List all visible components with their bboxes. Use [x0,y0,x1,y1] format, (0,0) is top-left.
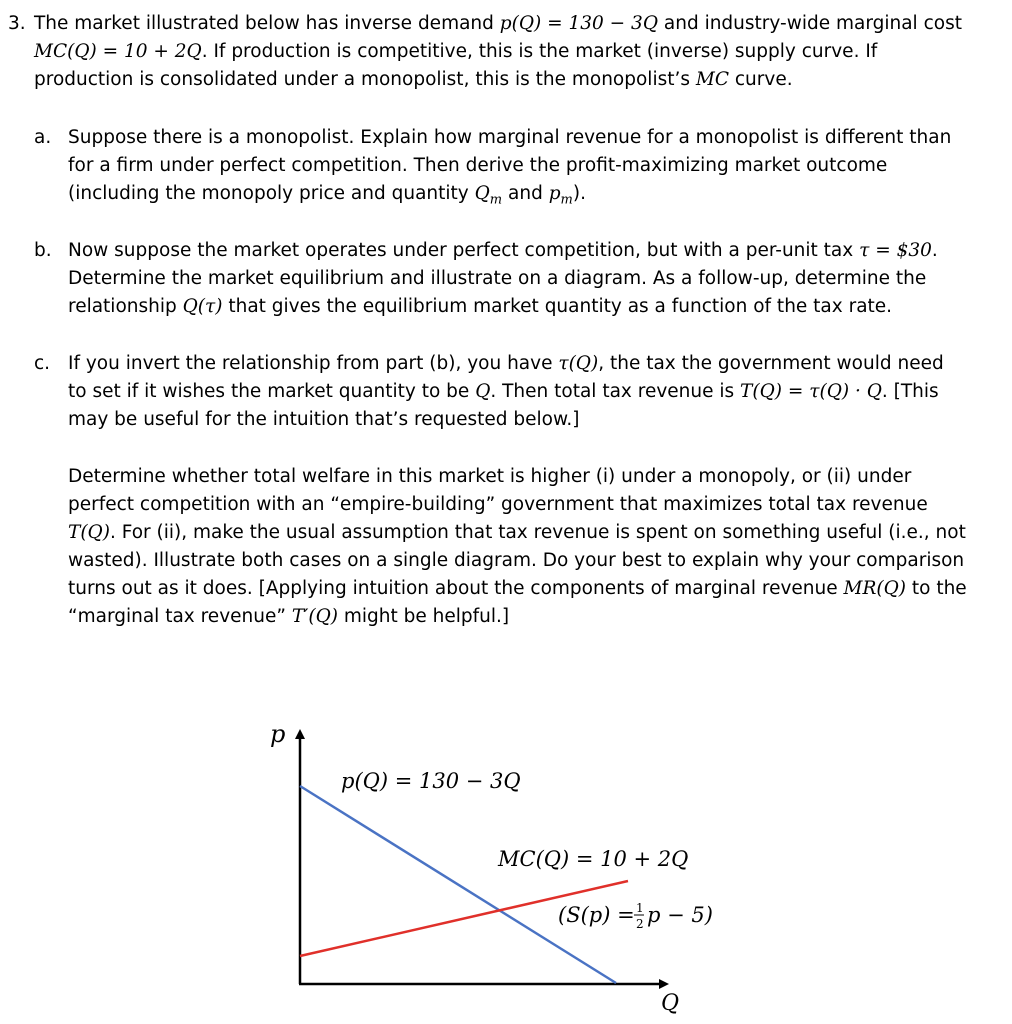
pm-symbol: p [548,183,561,204]
part-a-label: a. [34,127,52,148]
mr-of-q: MR(Q) [843,578,906,599]
part-c-text-1: If you invert the relationship from part (b), you have [68,353,559,374]
part-c-label: c. [34,353,51,374]
qm-subscript: m [489,192,503,208]
tax-equation: τ = $30 [859,240,932,261]
part-b-text-3: that gives the equilibrium market quantity as a function of the tax rate. [222,296,893,317]
part-a-text-3: ). [572,183,586,204]
tau-of-q: τ(Q) [558,353,599,374]
part-c-text-2: , the tax the government would need to set if it wishes the market quantity to be [68,353,944,402]
demand-label: p(Q) = 130 − 3Q [341,769,521,793]
part-b-text-2: . Determine the market equilibrium and illustrate on a diagram. As a follow-up, determine the relationship [68,240,938,317]
mc-equation: MC(Q) = 10 + 2Q [34,41,202,62]
q-symbol: Q [475,381,491,402]
demand-curve [300,786,616,983]
part-a-text-1: Suppose there is a monopolist. Explain how marginal revenue for a monopolist is different than for a firm under perfect competition. Then derive the profit-maximizing market outcome (including the monopoly price and quantity [68,127,952,204]
part-b-label: b. [34,240,52,261]
supply-frac-num: 1 [636,901,644,915]
problem-number: 3. [8,13,26,34]
intro-text-3: . If production is competitive, this is the market (inverse) supply curve. If production is consolidated under a monopolist, this is the monopolist’s [34,41,878,90]
supply-label [558,903,635,927]
demand-equation: p(Q) = 130 − 3Q [499,13,658,34]
intro-text-1: The market illustrated below has inverse demand [34,13,500,34]
y-axis-label: p [270,720,286,748]
supply-label-a: (S(p) = [558,903,635,927]
part-c-text-4: . [This may be useful for the intuition that’s requested below.] [68,381,939,430]
x-axis-label: Q [661,991,680,1016]
part-c-text-3: . Then total tax revenue is [490,381,741,402]
part-c2-text-3: to the “marginal tax revenue” [68,578,967,627]
intro-text-4: curve. [729,69,793,90]
q-of-tau: Q(τ) [182,296,223,317]
mc-symbol: MC [695,69,729,90]
part-b-text-1: Now suppose the market operates under perfect competition, but with a per-unit tax [68,240,860,261]
pm-subscript: m [560,192,573,208]
intro-text-2: and industry-wide marginal cost [658,13,962,34]
part-a-text-2: and [502,183,549,204]
supply-frac-den: 2 [636,917,644,931]
t-of-q: T(Q) [68,522,110,543]
qm-symbol: Q [474,183,490,204]
revenue-equation: T(Q) = τ(Q) · Q [740,381,882,402]
supply-label-b: p − 5) [647,903,713,927]
t-prime-of-q: T′(Q) [291,606,338,627]
part-c2-text-4: might be helpful.] [337,606,510,627]
part-c2-text-2: . For (ii), make the usual assumption that tax revenue is spent on something useful (i.e., not wasted). Illustrate both cases on a single diagram. Do your best to explain why your comparison turns out as it does. [Applying intuition about the components of marginal revenue [68,522,966,599]
mc-label: MC(Q) = 10 + 2Q [498,847,689,871]
part-c2-text-1: Determine whether total welfare in this market is higher (i) under a monopoly, or (ii) under perfect competition with an “empire-building” government that maximizes total tax revenue [68,466,928,515]
